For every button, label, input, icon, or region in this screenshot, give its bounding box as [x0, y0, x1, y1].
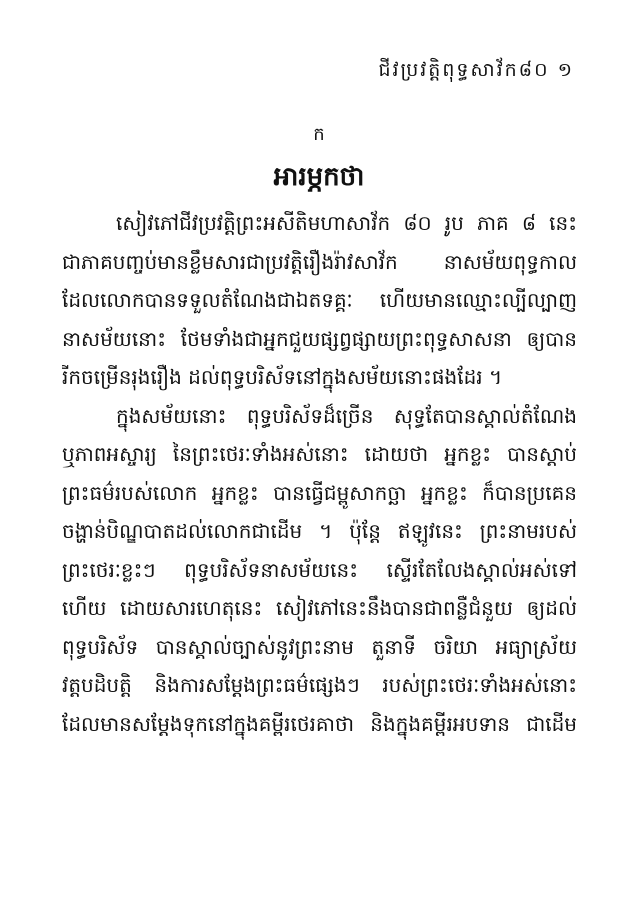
- body-text: [62, 204, 577, 743]
- text-line: ព្រះថេរៈខ្លះៗ ពុទ្ធបរិស័ទនាសម័យនេះ ស្ទើរតែលែងស្គាល់អស់ទៅ: [62, 557, 577, 582]
- text-line: ដែលលោកបានទទួលតំណែងជាឯតទគ្គៈ ហើយមានឈ្មោះល្បីល្បាញ: [62, 288, 577, 312]
- text-line: វត្តបដិបត្តិ និងការសម្តែងព្រះធម៌ផ្សេងៗ របស់ព្រះថេរៈទាំងអស់នោះ: [62, 673, 577, 697]
- text-line: ចង្ហាន់បិណ្ឌបាតដល់លោកជាដើម ។ ប៉ុន្តែ ឥឡូវនេះ ព្រះនាមរបស់: [62, 519, 577, 543]
- text-line: ឬភាពអស្ចារ្យ នៃព្រះថេរៈទាំងអស់នោះ ដោយថា អ្នកខ្លះ បានស្តាប់: [62, 442, 577, 466]
- text-line: ហើយ ដោយសារហេតុនេះ សៀវភៅនេះនឹងបានជាពន្លឺជំនួយ ឲ្យដល់: [62, 596, 577, 620]
- text-line: រីកចម្រើនរុងរឿង ដល់ពុទ្ធបរិស័ទនៅក្នុងសម័យនោះផងដែរ ។: [62, 365, 503, 389]
- page-number: ក: [313, 124, 325, 145]
- page-title: អារម្ភកថា: [273, 162, 365, 192]
- text-line: នាសម័យនោះ ថែមទាំងជាអ្នកជួយផ្សព្វផ្សាយព្រះពុទ្ធសាសនា ឲ្យបាន: [62, 326, 577, 351]
- text-line: សៀវភៅជីវប្រវត្តិព្រះអសីតិមហាសាវ័ក ៨០ រូប ភាគ ៨ នេះ: [116, 211, 577, 235]
- running-header: ជីវប្រវត្តិពុទ្ធសាវ័ក៨០ ១: [378, 59, 574, 81]
- text-line: ព្រះធម៌របស់លោក អ្នកខ្លះ បានធ្វើជម្ពូសាកច្ឆា អ្នកខ្លះ ក៏បានប្រគេន: [62, 480, 577, 505]
- text-line: ពុទ្ធបរិស័ទ បានស្គាល់ច្បាស់នូវព្រះនាម តួនាទី ចរិយា អធ្យាស្រ័យ: [62, 634, 577, 659]
- text-line: ជាភាគបញ្ចប់មានខ្លឹមសារជាប្រវត្តិរឿងរ៉ាវសាវ័ក នាសម័យពុទ្ធកាល: [62, 249, 577, 274]
- text-line: ដែលមានសម្តែងទុកនៅក្នុងគម្ពីរថេរគាថា និងក្នុងគម្ពីរអបទាន ជាដើម: [62, 711, 577, 736]
- text-line: ក្នុងសម័យនោះ ពុទ្ធបរិស័ទដ៏ច្រើន សុទ្ធតែបានស្គាល់តំណែង: [116, 403, 577, 428]
